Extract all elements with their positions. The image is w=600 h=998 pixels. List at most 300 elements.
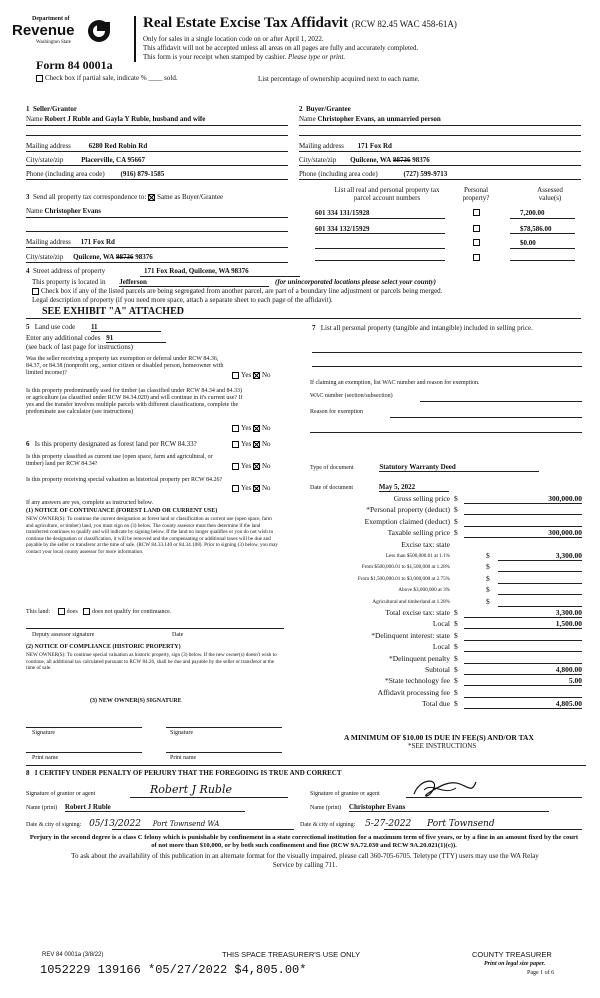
calc-row xyxy=(300,551,584,561)
grantor-name-label: Name (print) xyxy=(26,805,58,811)
calc-currency: $ xyxy=(454,619,458,629)
legal-row: Legal description of property (if you need more space, attach a separate sheet to each page of the affidavit). xyxy=(32,296,333,304)
street-row xyxy=(26,267,586,275)
minimum-note: A MINIMUM OF $10.00 IS DUE IN FEE(S) AND/OR TAX xyxy=(344,733,534,742)
calc-row xyxy=(300,654,584,664)
boundary-row xyxy=(32,287,442,295)
doc-type-value[interactable]: Statutory Warranty Deed xyxy=(379,463,539,472)
s6-q3-no: No xyxy=(261,484,271,492)
exhibit-text: SEE EXHIBIT "A" ATTACHED xyxy=(42,306,184,317)
rev-number: REV 84 0001a (3/8/22) xyxy=(42,952,104,958)
land-use-label: Land use code xyxy=(34,323,76,331)
seller-num: 1 xyxy=(26,105,30,113)
s6-q2-no-checkbox[interactable] xyxy=(253,463,260,470)
grantor-sig-row xyxy=(26,789,95,797)
add-codes-value[interactable]: 91 xyxy=(106,334,166,343)
calc-value[interactable] xyxy=(498,562,582,572)
s5-num: 5 xyxy=(26,323,30,331)
buyer-city-rule xyxy=(299,165,581,166)
calc-label: *Delinquent interest: state xyxy=(371,630,450,640)
calc-value[interactable]: 300,000.00 xyxy=(464,528,582,538)
assessed-value-2[interactable]: $78,586.00 xyxy=(520,225,552,233)
s3-name[interactable]: Christopher Evans xyxy=(44,207,101,215)
header-receipt: This form is your receipt when stamped by cashier. xyxy=(143,53,287,61)
s5-q1-yes: Yes xyxy=(241,371,252,379)
seller-label: Seller/Grantor xyxy=(33,105,77,113)
calc-value[interactable] xyxy=(464,631,582,641)
s3-rule-1 xyxy=(26,217,288,218)
parcel-rule-1 xyxy=(315,218,445,219)
s3-mail-rule xyxy=(26,247,288,248)
buyer-rule xyxy=(299,125,581,126)
s7-rule-1 xyxy=(312,352,582,353)
county-note: (for unincorporated locations please select your county) xyxy=(274,278,436,286)
form-title-rcw: (RCW 82.45 WAC 458-61A) xyxy=(351,19,457,29)
seller-rule xyxy=(26,125,288,126)
s4-address[interactable]: 171 Fox Road, Quilcene, WA 98376 xyxy=(144,267,249,275)
land-use-code[interactable]: 11 xyxy=(91,323,161,332)
calc-row xyxy=(300,494,584,504)
parcel-number-1[interactable]: 601 334 131/15928 xyxy=(315,209,370,217)
doc-type-row xyxy=(310,463,539,472)
calc-label: Taxable selling price xyxy=(387,528,450,538)
grantee-name[interactable]: Christopher Evans xyxy=(349,803,549,812)
s5-q1: Was the seller receiving a property tax exemption or deferral under RCW 84.36, 84.37, or 84.38 (nonprofit org., senior citizen or disabled person, homeowner with limited income)? xyxy=(26,356,224,376)
parcel-rule-4 xyxy=(315,260,445,261)
buyer-rule-2 xyxy=(299,135,581,136)
s3-mail-label: Mailing address xyxy=(26,238,71,246)
grantor-date-rule xyxy=(112,829,294,830)
treasurer-use: THIS SPACE TREASURER'S USE ONLY xyxy=(222,950,361,959)
county-value[interactable]: Jefferson xyxy=(119,278,269,287)
calc-currency: $ xyxy=(454,665,458,674)
calc-label: Excise tax: state xyxy=(401,539,450,549)
header-line-3 xyxy=(143,53,345,61)
calc-currency: $ xyxy=(454,494,458,503)
calc-currency: $ xyxy=(454,676,458,686)
seller-mail-rule xyxy=(26,151,288,152)
boundary-checkbox[interactable] xyxy=(32,288,39,295)
reason-rule xyxy=(390,417,582,418)
header-rule xyxy=(134,16,136,62)
s3-city-struck: 98736 xyxy=(115,253,134,261)
grantee-sig-row xyxy=(310,789,380,797)
s5-q2: Is this property predominantly used for timber (as classified under RCW 84.34 and 84.33) or agriculture (as classified under RCW 84.34.020) and will continue in it's current use? If yes and the transfer involves multiple parcels with different classifications, complete the predominate use calculator (see instructions) xyxy=(26,388,243,415)
calc-row xyxy=(300,517,584,527)
s3-text: Send all property tax correspondence to: xyxy=(33,193,147,201)
this-land-label: This land: xyxy=(26,608,51,615)
buyer-mail-label: Mailing address xyxy=(299,142,344,150)
logo-dept: Department of xyxy=(32,16,70,22)
seller-city-row xyxy=(26,156,145,164)
see-instructions: *SEE INSTRUCTIONS xyxy=(408,742,477,750)
calc-label: *Personal property (deduct) xyxy=(366,505,450,515)
notice2-title: (2) NOTICE OF COMPLIANCE (HISTORIC PROPERTY) xyxy=(26,644,181,650)
owner-sig-label-2: Signature xyxy=(170,730,193,736)
seller-mail-row xyxy=(26,142,147,150)
s6-q3-yes: Yes xyxy=(241,484,252,492)
form-number: Form 84 0001a xyxy=(36,58,113,72)
s3-mail-row xyxy=(26,238,115,246)
seller-phone[interactable]: (916) 879-1585 xyxy=(120,170,165,178)
doc-type-label: Type of document xyxy=(310,465,354,471)
calc-row xyxy=(300,665,584,675)
calc-value[interactable] xyxy=(498,585,582,595)
calc-currency: $ xyxy=(454,687,458,697)
grantee-name-label: Name (print) xyxy=(310,805,342,811)
form-title xyxy=(143,15,457,32)
calc-currency: $ xyxy=(486,562,490,572)
calc-value[interactable]: 3,300.00 xyxy=(498,551,582,561)
owner-print-rule-1 xyxy=(26,752,142,753)
notice3-title: (3) NEW OWNER(S) SIGNATURE xyxy=(90,698,182,704)
owner-sig-rule-1 xyxy=(26,727,142,728)
does-label: does xyxy=(66,608,78,615)
grantee-date[interactable]: 5-27-2022 xyxy=(365,819,412,829)
availability-text: To ask about the availability of this publication in an alternate format for the visually impaired, please call 360-705-6705. Teletype (TTY) users may use the WA Relay Service by calling 711. xyxy=(71,852,539,869)
parcel-row-1 xyxy=(315,209,585,217)
value-rule-2 xyxy=(510,233,575,234)
owner-sig-label-1: Signature xyxy=(32,730,55,736)
certify-text: I CERTIFY UNDER PENALTY OF PERJURY THAT THE FOREGOING IS TRUE AND CORRECT xyxy=(34,769,342,777)
calc-value[interactable]: 4,805.00 xyxy=(464,699,582,709)
doc-date-label: Date of document xyxy=(310,485,353,491)
s5-q1-no-checkbox[interactable] xyxy=(253,372,260,379)
s5-q2-no: No xyxy=(261,424,271,432)
seller-phone-rule xyxy=(26,179,288,180)
grantee-date-label: Date & city of signing: xyxy=(300,822,356,828)
parcel-header: List all real and personal property tax parcel account numbers xyxy=(334,186,440,202)
s8-top-rule xyxy=(26,765,586,766)
parcel-row-2 xyxy=(315,225,585,233)
s3-name-label: Name xyxy=(26,207,43,215)
buyer-name-row xyxy=(299,115,441,123)
legal-paper: Print on legal size paper. xyxy=(484,961,546,967)
s6-instr: If any answers are yes, complete as instructed below. xyxy=(26,500,154,506)
s4-num: 4 xyxy=(26,267,30,275)
parcel-rule-2 xyxy=(315,233,445,234)
grantee-date-rule xyxy=(384,829,582,830)
dor-logo xyxy=(12,16,122,52)
s3-mail[interactable]: 171 Fox Rd xyxy=(80,238,115,246)
calc-label: *Delinquent penalty xyxy=(388,653,450,663)
personal-checkbox-4[interactable] xyxy=(473,254,480,261)
s4-label: Street address of property xyxy=(33,267,106,275)
seller-mail[interactable]: 6280 Red Robin Rd xyxy=(88,142,148,150)
buyer-phone-rule xyxy=(299,179,581,180)
calc-label: Total excise tax: state xyxy=(385,608,450,617)
s6-q3-yn xyxy=(232,484,271,492)
calc-row xyxy=(300,585,584,595)
s5-q2-yes-checkbox[interactable] xyxy=(232,425,239,432)
s6-q1-no: No xyxy=(261,440,271,448)
calc-value[interactable] xyxy=(498,574,582,584)
s5-q1-yn xyxy=(232,371,271,379)
calc-value[interactable]: 1,500.00 xyxy=(464,619,582,629)
s3-name-row xyxy=(26,207,101,215)
value-rule-1 xyxy=(510,218,575,219)
personal-checkbox-1[interactable] xyxy=(473,209,480,216)
add-codes-row xyxy=(26,334,166,343)
calc-currency: $ xyxy=(454,516,458,526)
this-land-row xyxy=(26,608,171,615)
calc-currency: $ xyxy=(454,505,458,515)
calc-row xyxy=(300,505,584,515)
partial-sale-row: Check box if partial sale, indicate % ____ sold. xyxy=(36,74,178,82)
deputy-sig-rule xyxy=(26,628,284,629)
grantor-signature[interactable]: Robert J Ruble xyxy=(150,783,232,796)
grantee-city[interactable]: Port Townsend xyxy=(427,819,495,829)
calc-value[interactable] xyxy=(464,688,582,698)
grantee-date-row xyxy=(300,819,495,829)
owner-print-label-2: Print name xyxy=(170,755,197,761)
does-checkbox[interactable] xyxy=(58,608,65,615)
seller-phone-label: Phone (including area code) xyxy=(26,170,105,178)
s6-q2-yes: Yes xyxy=(241,462,252,470)
buyer-city[interactable]: Quilcene, WA xyxy=(350,156,392,164)
s7-exemption: If claiming an exemption, list WAC number and reason for exemption. xyxy=(310,380,480,386)
grantee-name-row xyxy=(310,803,549,812)
not-qualify-checkbox[interactable] xyxy=(83,608,90,615)
calc-row xyxy=(300,608,584,618)
s6-q3-yes-checkbox[interactable] xyxy=(232,485,239,492)
s6-q2-yn xyxy=(232,462,271,470)
s5-q1-no: No xyxy=(261,371,271,379)
county-row xyxy=(32,278,436,287)
s5-q2-yn xyxy=(232,424,271,432)
grantor-date-row xyxy=(26,819,219,829)
receipt-stamp: 1052229 139166 *05/27/2022 $4,805.00* xyxy=(40,963,307,977)
calc-value[interactable]: 300,000.00 xyxy=(464,494,582,504)
buyer-label: Buyer/Grantee xyxy=(306,105,351,113)
s5-q2-no-checkbox[interactable] xyxy=(253,425,260,432)
assessed-value-3[interactable]: $0.00 xyxy=(520,239,536,247)
calc-currency: $ xyxy=(486,585,490,595)
calc-currency: $ xyxy=(486,551,490,560)
s7-text: List all personal property (tangible and intangible) included in selling price. xyxy=(320,324,533,332)
notice1-text: NEW OWNER(S): To continue the current designation as forest land or classification as current use (open space, farm and agriculture, or timber) land, you must sign on (3) below. The county assessor must then determine if the land transferred continues to qualify and will indicate by signing below. If the land no longer qualifies or you do not wish to continue the designation or classification, it will be removed and the compensating or additional taxes will be due and payable by the seller or transferor at the time of sale. (RCW 84.33.140 or 84.34.108). Prior to signing (3) below, you may contact your local county assessor for more information. xyxy=(26,516,278,555)
calc-label: Gross selling price xyxy=(393,494,450,503)
personal-checkbox-3[interactable] xyxy=(473,239,480,246)
deputy-date-label: Date xyxy=(172,632,184,638)
grantor-sig-rule xyxy=(130,797,288,798)
calc-value[interactable]: 4,800.00 xyxy=(464,665,582,675)
s3-city-label: City/state/zip xyxy=(26,253,64,261)
buyer-mail-rule xyxy=(299,151,581,152)
calc-row xyxy=(300,528,584,538)
buyer-name[interactable]: Christopher Evans, an unmarried person xyxy=(317,115,441,123)
logo-state: Washington State xyxy=(36,40,72,45)
calc-label: Less than $500,000.01 at 1.1% xyxy=(385,553,450,559)
seller-name-row xyxy=(26,115,291,123)
value-rule-3 xyxy=(510,248,575,249)
assessed-value-1[interactable]: 7,200.00 xyxy=(520,209,545,217)
doc-date-value[interactable]: May 5, 2022 xyxy=(379,483,449,492)
calc-row xyxy=(300,631,584,641)
calc-currency: $ xyxy=(454,630,458,640)
reason-rule-2 xyxy=(310,432,582,433)
header-line-1: Only for sales in a single location code on or after April 1, 2022. xyxy=(143,35,324,43)
s6-num: 6 xyxy=(26,440,30,448)
partial-sale-sold: sold. xyxy=(164,74,178,82)
calc-row xyxy=(300,699,584,709)
logo-mark-icon xyxy=(88,20,110,42)
s6-q1-no-checkbox[interactable] xyxy=(253,441,260,448)
deputy-label: Deputy assessor signature xyxy=(32,632,95,638)
s6-q3: Is this property receiving special valuation as historical property per RCW 84.26? xyxy=(26,477,223,483)
calc-label: Local xyxy=(432,642,450,652)
seller-city[interactable]: Placerville, CA 95667 xyxy=(81,156,146,164)
buyer-phone-row xyxy=(299,170,447,178)
ownership-note: List percentage of ownership acquired next to each name. xyxy=(258,75,420,83)
seller-rule-2 xyxy=(26,135,288,136)
buyer-city-row xyxy=(299,156,430,164)
value-rule-4 xyxy=(510,260,575,261)
calc-value[interactable] xyxy=(464,642,582,652)
calc-label: Subtotal xyxy=(424,665,450,674)
owner-print-rule-2 xyxy=(166,752,282,753)
header-line-2: This affidavit will not be accepted unless all areas on all pages are fully and accurately completed. xyxy=(143,44,419,52)
partial-sale-checkbox[interactable] xyxy=(36,75,43,82)
s3-city-rule xyxy=(26,262,288,263)
legal-rule xyxy=(26,318,581,319)
calc-currency: $ xyxy=(454,699,458,709)
personal-checkbox-4-wrap xyxy=(473,253,482,261)
calc-row xyxy=(300,619,584,629)
calc-currency: $ xyxy=(454,642,458,652)
logo-revenue: Revenue xyxy=(12,22,75,39)
see-back: (see back of last page for instructions) xyxy=(26,343,133,351)
calc-row xyxy=(300,574,584,584)
boundary-text: Check box if any of the listed parcels are being segregated from another parcel, are part of a boundary line adjustment or parcels being merged. xyxy=(41,287,443,295)
calc-value[interactable] xyxy=(498,597,582,607)
calc-row xyxy=(300,540,584,550)
s6-q1-row xyxy=(26,440,226,448)
calc-currency: $ xyxy=(454,653,458,663)
calc-label: Exemption claimed (deduct) xyxy=(364,516,450,526)
grantor-date-label: Date & city of signing: xyxy=(26,822,82,828)
s8-num: 8 xyxy=(26,769,30,777)
s3-city-zip[interactable]: 98376 xyxy=(135,253,153,261)
wac-rule xyxy=(420,401,582,402)
buyer-name-label: Name xyxy=(299,115,316,123)
personal-header: Personal property? xyxy=(462,186,490,202)
correspondence-row xyxy=(26,193,223,201)
wac-label: WAC number (section/subsection) xyxy=(310,393,393,399)
s5-q2-yes: Yes xyxy=(241,424,252,432)
buyer-mail-row xyxy=(299,142,392,150)
form-title-text: Real Estate Excise Tax Affidavit xyxy=(143,15,348,31)
seller-city-label: City/state/zip xyxy=(26,156,64,164)
s5-q1-yes-checkbox[interactable] xyxy=(232,372,239,379)
buyer-city-label: City/state/zip xyxy=(299,156,337,164)
same-as-buyer-checkbox[interactable] xyxy=(148,194,155,201)
certify-row xyxy=(26,769,342,777)
seller-name[interactable]: Robert J Ruble and Gayla Y Ruble, husband and wife xyxy=(44,115,206,123)
calc-row xyxy=(300,676,584,686)
buyer-city-struck: 98736 xyxy=(392,156,411,164)
s6-q1-yn xyxy=(232,440,271,448)
perjury-text: Perjury in the second degree is a class C felony which is punishable by confinement in a state correctional institution for a maximum term of five years, or by a fine in an amount fixed by the court of not more than $10,000, or by both such confinement and fine (RCW 9A.72.030 and RCW 9A.20.021(1)(c)). xyxy=(29,834,579,849)
calc-label: From $500,000.01 to $1,500,000 at 1.28% xyxy=(361,564,450,571)
seller-city-rule xyxy=(26,165,288,166)
seller-heading xyxy=(26,105,77,113)
land-use-row xyxy=(26,323,161,332)
grantor-name-row xyxy=(26,803,245,812)
calc-value[interactable]: 5.00 xyxy=(464,676,582,686)
calc-row xyxy=(300,688,584,698)
county-treasurer: COUNTY TREASURER xyxy=(472,950,552,959)
s6-q1-yes: Yes xyxy=(241,440,252,448)
s6-q1: Is this property designated as forest land per RCW 84.33? xyxy=(34,440,197,448)
grantee-sig-label: Signature of grantee or agent xyxy=(310,791,380,797)
calc-value[interactable] xyxy=(464,654,582,664)
buyer-phone[interactable]: (727) 599-9713 xyxy=(403,170,448,178)
buyer-heading xyxy=(299,105,351,113)
reason-label: Reason for exemption xyxy=(310,409,363,415)
calc-currency: $ xyxy=(454,608,458,617)
header-type-print: Please type or print. xyxy=(288,53,346,61)
seller-name-label: Name xyxy=(26,115,43,123)
grantee-signature-scribble[interactable] xyxy=(410,776,480,800)
s6-q1-yes-checkbox[interactable] xyxy=(232,441,239,448)
county-label: This property is located in xyxy=(32,278,106,286)
calc-row xyxy=(300,562,584,572)
calc-label: Agricultural and timberland at 1.28% xyxy=(372,598,450,605)
calc-currency: $ xyxy=(486,596,490,606)
s3-rule-2 xyxy=(26,231,288,232)
s3-same: Same as Buyer/Grantee xyxy=(157,193,224,201)
calc-value[interactable] xyxy=(464,517,582,527)
calc-value[interactable] xyxy=(464,505,582,515)
calc-currency: $ xyxy=(486,573,490,583)
s6-q3-no-checkbox[interactable] xyxy=(253,485,260,492)
s6-q2-yes-checkbox[interactable] xyxy=(232,463,239,470)
owner-print-label-1: Print name xyxy=(32,755,59,761)
calc-label: *State technology fee xyxy=(385,676,450,686)
notice1-title: (1) NOTICE OF CONTINUANCE (FOREST LAND OR CURRENT USE) xyxy=(26,508,218,514)
s6-q2-no: No xyxy=(261,462,271,470)
s3-num: 3 xyxy=(26,193,30,201)
parcel-rule-3 xyxy=(315,248,445,249)
s6-q2: Is this property classified as current use (open space, farm and agricultural, or timber) land per RCW 84.34? xyxy=(26,454,213,467)
add-codes-label: Enter any additional codes xyxy=(26,334,101,342)
grantor-name[interactable]: Robert J Ruble xyxy=(65,803,245,812)
seller-mail-label: Mailing address xyxy=(26,142,71,150)
buyer-mail[interactable]: 171 Fox Rd xyxy=(357,142,392,150)
s3-city[interactable]: Quilcene, WA xyxy=(73,253,115,261)
calc-currency: $ xyxy=(454,528,458,538)
personal-checkbox-2[interactable] xyxy=(473,225,480,232)
buyer-phone-label: Phone (including area code) xyxy=(299,170,378,178)
grantor-city[interactable]: Port Townsend WA xyxy=(152,820,220,828)
parcel-number-2[interactable]: 601 334 132/15929 xyxy=(315,225,370,233)
notice2-text: NEW OWNER(S): To continue special valuation as historic property, sign (3) below. If the new owner(s) doesn't wish to continue, all additional tax calculated pursuant to RCW 84.26, shall be due and payable by the seller or transferor at the time of sale. xyxy=(26,652,277,672)
calc-row xyxy=(300,597,584,607)
assessed-header: Assessed value(s) xyxy=(537,186,563,202)
page-number: Page 1 of 6 xyxy=(527,970,555,976)
s7-rule-2 xyxy=(312,366,582,367)
buyer-city-zip[interactable]: 98376 xyxy=(412,156,430,164)
owner-sig-rule-2 xyxy=(166,727,282,728)
calc-label: Total due xyxy=(421,699,450,709)
calc-value[interactable]: 3,300.00 xyxy=(464,608,582,618)
grantor-date[interactable]: 05/13/2022 xyxy=(89,819,141,829)
calc-label: From $1,500,000.01 to $3,000,000 at 2.75% xyxy=(357,575,450,582)
seller-phone-row xyxy=(26,170,164,178)
doc-date-row xyxy=(310,483,449,492)
calc-label: Above $3,000,000 at 3% xyxy=(398,587,450,594)
